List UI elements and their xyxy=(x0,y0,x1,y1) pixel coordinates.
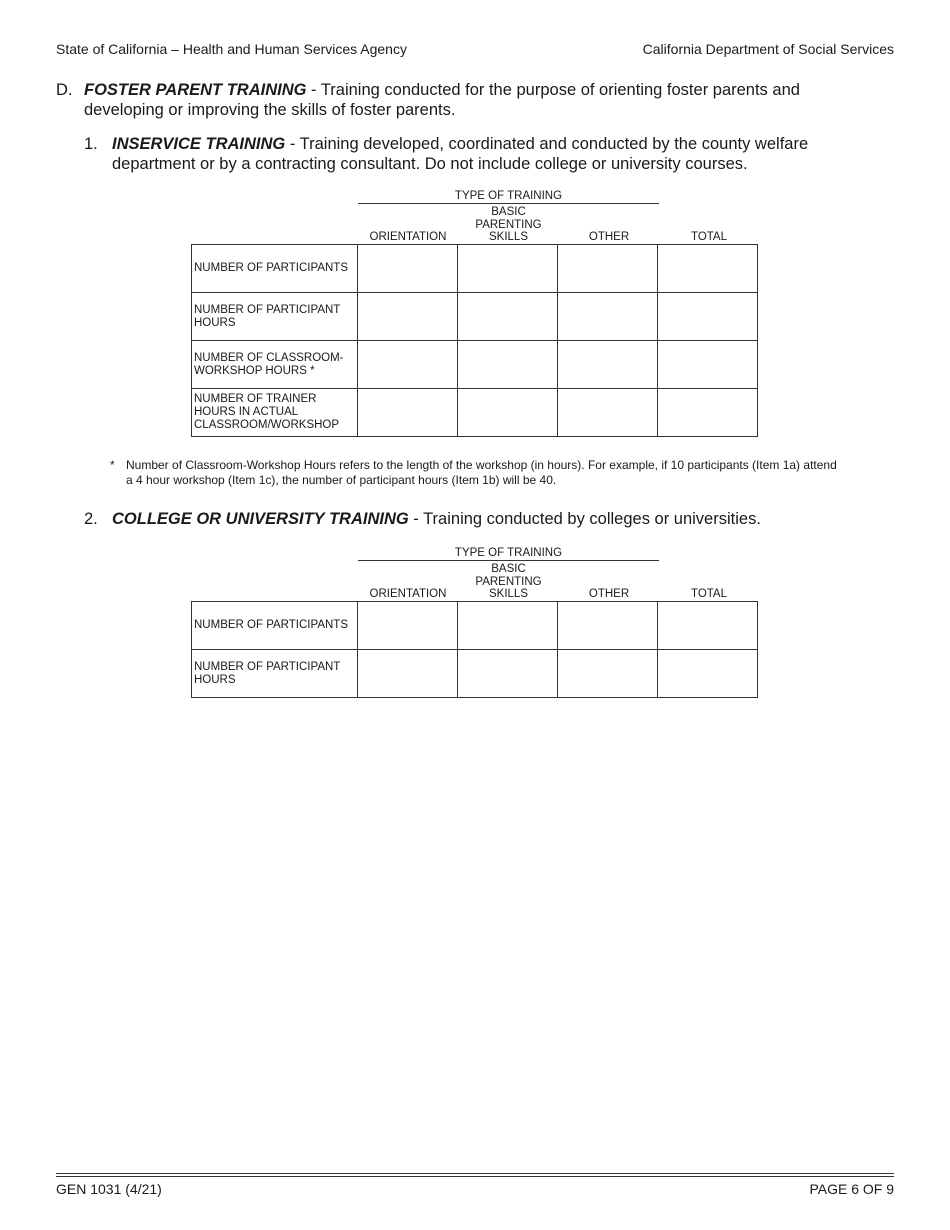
section-description: - Training conducted for the purpose of orienting foster parents and developing or improving the skills of foster parents. xyxy=(84,81,800,119)
table-1-col-other: OTHER xyxy=(588,231,630,243)
page-number: PAGE 6 OF 9 xyxy=(809,1181,894,1197)
footnote-text: Number of Classroom-Workshop Hours refers to the length of the workshop (in hours). For example, if 10 participants (Item 1a) attend a 4 hour workshop (Item 1c), the number of participant hours (Item 1b) will be 40. xyxy=(126,458,837,487)
entry-cell[interactable] xyxy=(658,245,758,293)
entry-cell[interactable] xyxy=(358,650,458,698)
table-row xyxy=(192,293,758,341)
item-1-title: INSERVICE TRAINING xyxy=(112,135,286,153)
table-2-col-basic-parenting: BASIC PARENTING SKILLS xyxy=(475,563,542,600)
table-1-col-total: TOTAL xyxy=(691,231,727,243)
item-2 xyxy=(84,509,864,529)
entry-cell[interactable] xyxy=(358,293,458,341)
row-label: NUMBER OF PARTICIPANTS xyxy=(192,245,358,293)
row-label: NUMBER OF TRAINER HOURS IN ACTUAL CLASSROOM/WORKSHOP xyxy=(192,389,358,437)
footnote-marker: * xyxy=(110,458,115,472)
item-2-marker: 2. xyxy=(84,510,98,528)
entry-cell[interactable] xyxy=(458,245,558,293)
entry-cell[interactable] xyxy=(458,389,558,437)
entry-cell[interactable] xyxy=(558,293,658,341)
section-marker: D. xyxy=(56,81,73,99)
entry-cell[interactable] xyxy=(358,341,458,389)
entry-cell[interactable] xyxy=(558,245,658,293)
footnote xyxy=(110,458,840,488)
table-row xyxy=(192,245,758,293)
page-header xyxy=(56,41,894,57)
item-2-title: COLLEGE OR UNIVERSITY TRAINING xyxy=(112,510,409,528)
row-label: NUMBER OF PARTICIPANT HOURS xyxy=(192,293,358,341)
entry-cell[interactable] xyxy=(358,602,458,650)
row-label: NUMBER OF CLASSROOM-WORKSHOP HOURS * xyxy=(192,341,358,389)
entry-cell[interactable] xyxy=(558,602,658,650)
entry-cell[interactable] xyxy=(458,293,558,341)
entry-cell[interactable] xyxy=(558,650,658,698)
table-row xyxy=(192,341,758,389)
entry-cell[interactable] xyxy=(458,650,558,698)
table-2-col-orientation: ORIENTATION xyxy=(369,588,447,600)
entry-cell[interactable] xyxy=(358,389,458,437)
entry-cell[interactable] xyxy=(358,245,458,293)
entry-cell[interactable] xyxy=(658,341,758,389)
footer-divider xyxy=(56,1173,894,1177)
item-1-marker: 1. xyxy=(84,135,98,153)
row-label: NUMBER OF PARTICIPANT HOURS xyxy=(192,650,358,698)
page-footer xyxy=(56,1181,894,1197)
section-d xyxy=(56,80,856,120)
entry-cell[interactable] xyxy=(658,389,758,437)
table-2-col-other: OTHER xyxy=(588,588,630,600)
entry-cell[interactable] xyxy=(558,389,658,437)
entry-cell[interactable] xyxy=(458,341,558,389)
item-2-description: - Training conducted by colleges or universities. xyxy=(408,510,761,528)
table-1-col-orientation: ORIENTATION xyxy=(369,231,447,243)
table-1-col-basic-parenting: BASIC PARENTING SKILLS xyxy=(475,206,542,243)
agency-name: State of California – Health and Human Services Agency xyxy=(56,41,407,57)
entry-cell[interactable] xyxy=(558,341,658,389)
table-row xyxy=(192,602,758,650)
table-row xyxy=(192,650,758,698)
table-1-type-label: TYPE OF TRAINING xyxy=(358,190,659,204)
entry-cell[interactable] xyxy=(658,293,758,341)
table-2-col-total: TOTAL xyxy=(691,588,727,600)
entry-cell[interactable] xyxy=(458,602,558,650)
table-2-type-label: TYPE OF TRAINING xyxy=(358,547,659,561)
inservice-training-table xyxy=(191,244,758,437)
item-1 xyxy=(84,134,864,174)
section-title: FOSTER PARENT TRAINING xyxy=(84,81,307,99)
entry-cell[interactable] xyxy=(658,602,758,650)
form-id: GEN 1031 (4/21) xyxy=(56,1181,162,1197)
college-training-table xyxy=(191,601,758,698)
row-label: NUMBER OF PARTICIPANTS xyxy=(192,602,358,650)
department-name: California Department of Social Services xyxy=(642,41,894,57)
table-row xyxy=(192,389,758,437)
item-1-description: - Training developed, coordinated and conducted by the county welfare department or by a contracting consultant. Do not include college or university courses. xyxy=(112,135,809,173)
entry-cell[interactable] xyxy=(658,650,758,698)
